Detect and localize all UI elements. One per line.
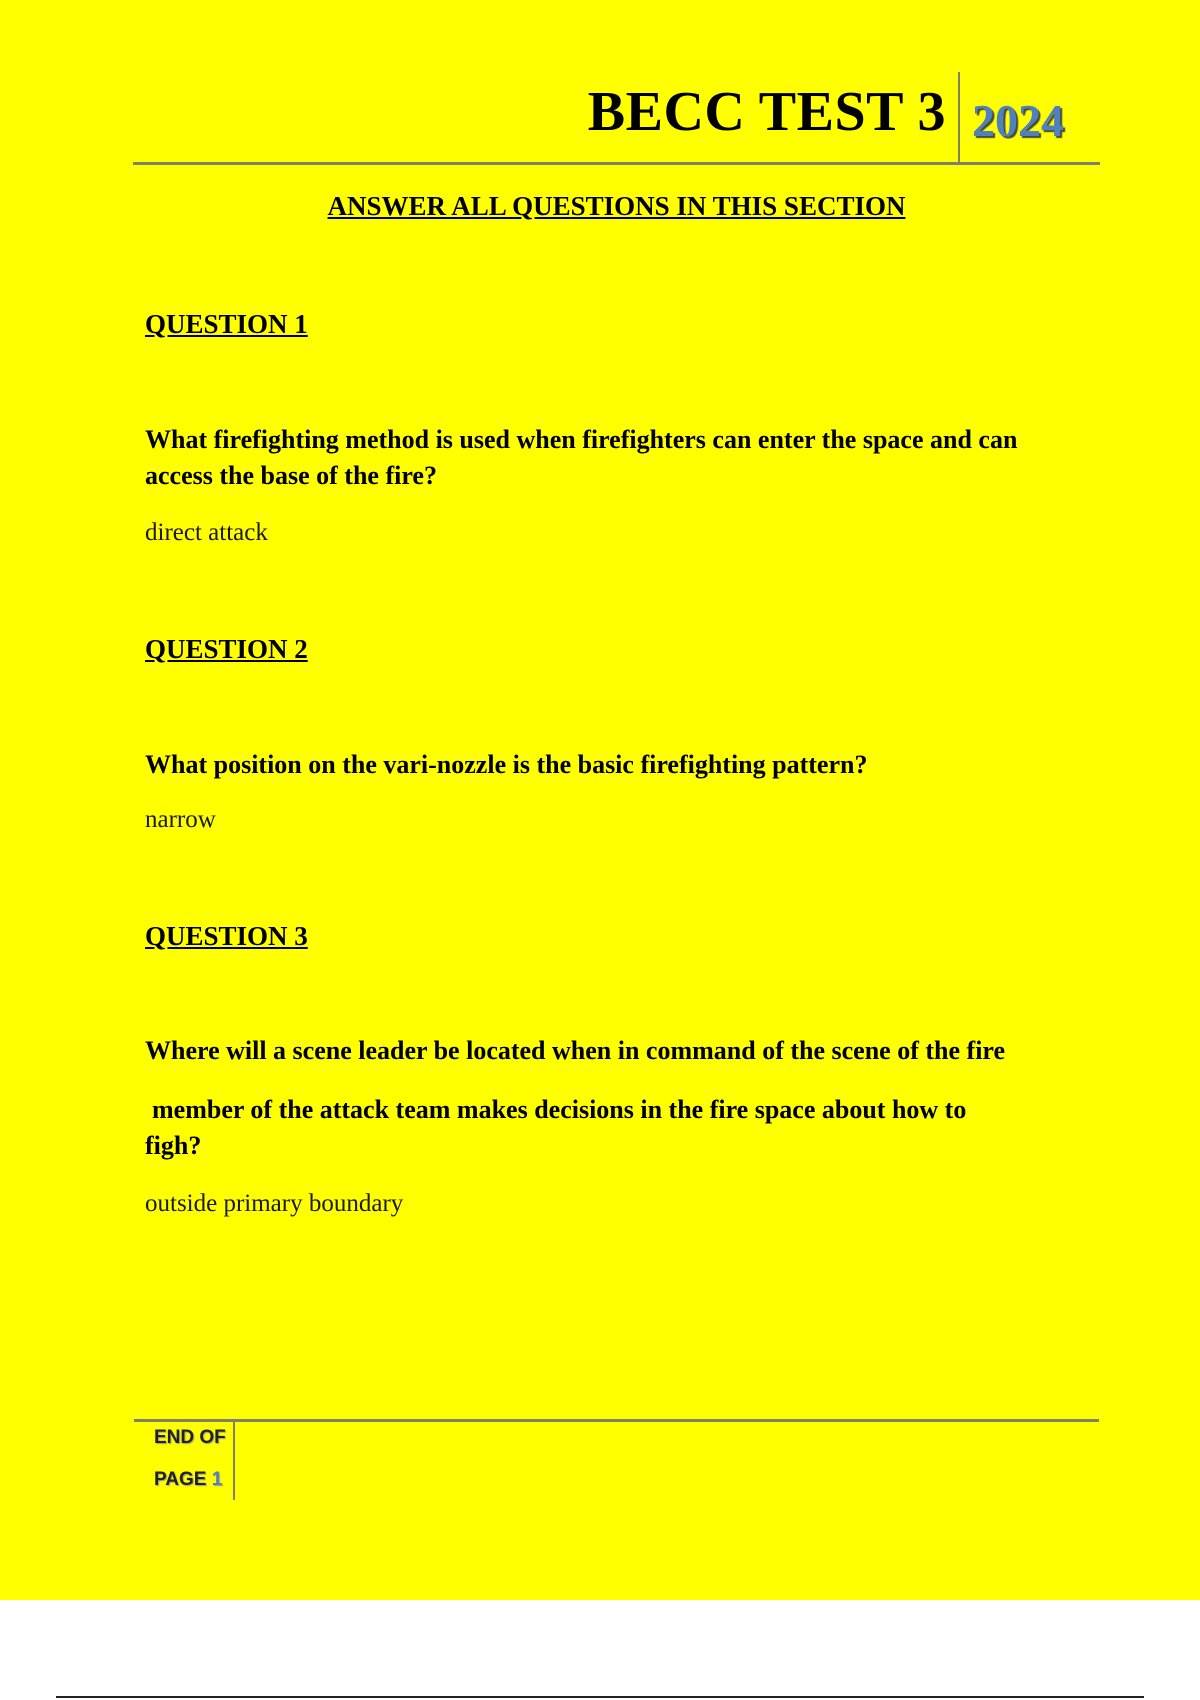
document-year: 2024 — [972, 95, 1064, 146]
question-3-text-line-2: member of the attack team makes decisions in the fire space about how to — [152, 1095, 967, 1124]
footer-page-number: 1 — [211, 1469, 223, 1490]
header-rule — [133, 162, 1100, 165]
question-3-heading: QUESTION 3 — [145, 921, 308, 951]
section-instruction: ANSWER ALL QUESTIONS IN THIS SECTION — [327, 191, 906, 221]
document-title: BECC TEST 3 — [587, 81, 946, 143]
bottom-page-rule — [56, 1696, 1144, 1698]
footer-end-of: END OF — [154, 1427, 226, 1448]
footer-rule — [134, 1419, 1099, 1422]
question-1-answer: direct attack — [145, 519, 268, 546]
footer-page-label — [154, 1469, 222, 1491]
footer-divider — [233, 1420, 235, 1500]
header-divider — [958, 72, 960, 164]
question-3-answer: outside primary boundary — [145, 1190, 404, 1217]
footer-page-word: PAGE — [154, 1469, 207, 1490]
question-2-heading: QUESTION 2 — [145, 634, 308, 664]
question-2-answer: narrow — [145, 806, 216, 833]
question-1-heading: QUESTION 1 — [145, 309, 308, 339]
question-3-text-line-1: Where will a scene leader be located when in command of the scene of the fire — [145, 1036, 1006, 1065]
question-3-text-line-3: figh? — [145, 1131, 202, 1160]
question-1-text: What firefighting method is used when firefighters can enter the space and can access the base of the fire? — [145, 425, 1018, 490]
question-2-text: What position on the vari-nozzle is the basic firefighting pattern? — [145, 750, 868, 779]
